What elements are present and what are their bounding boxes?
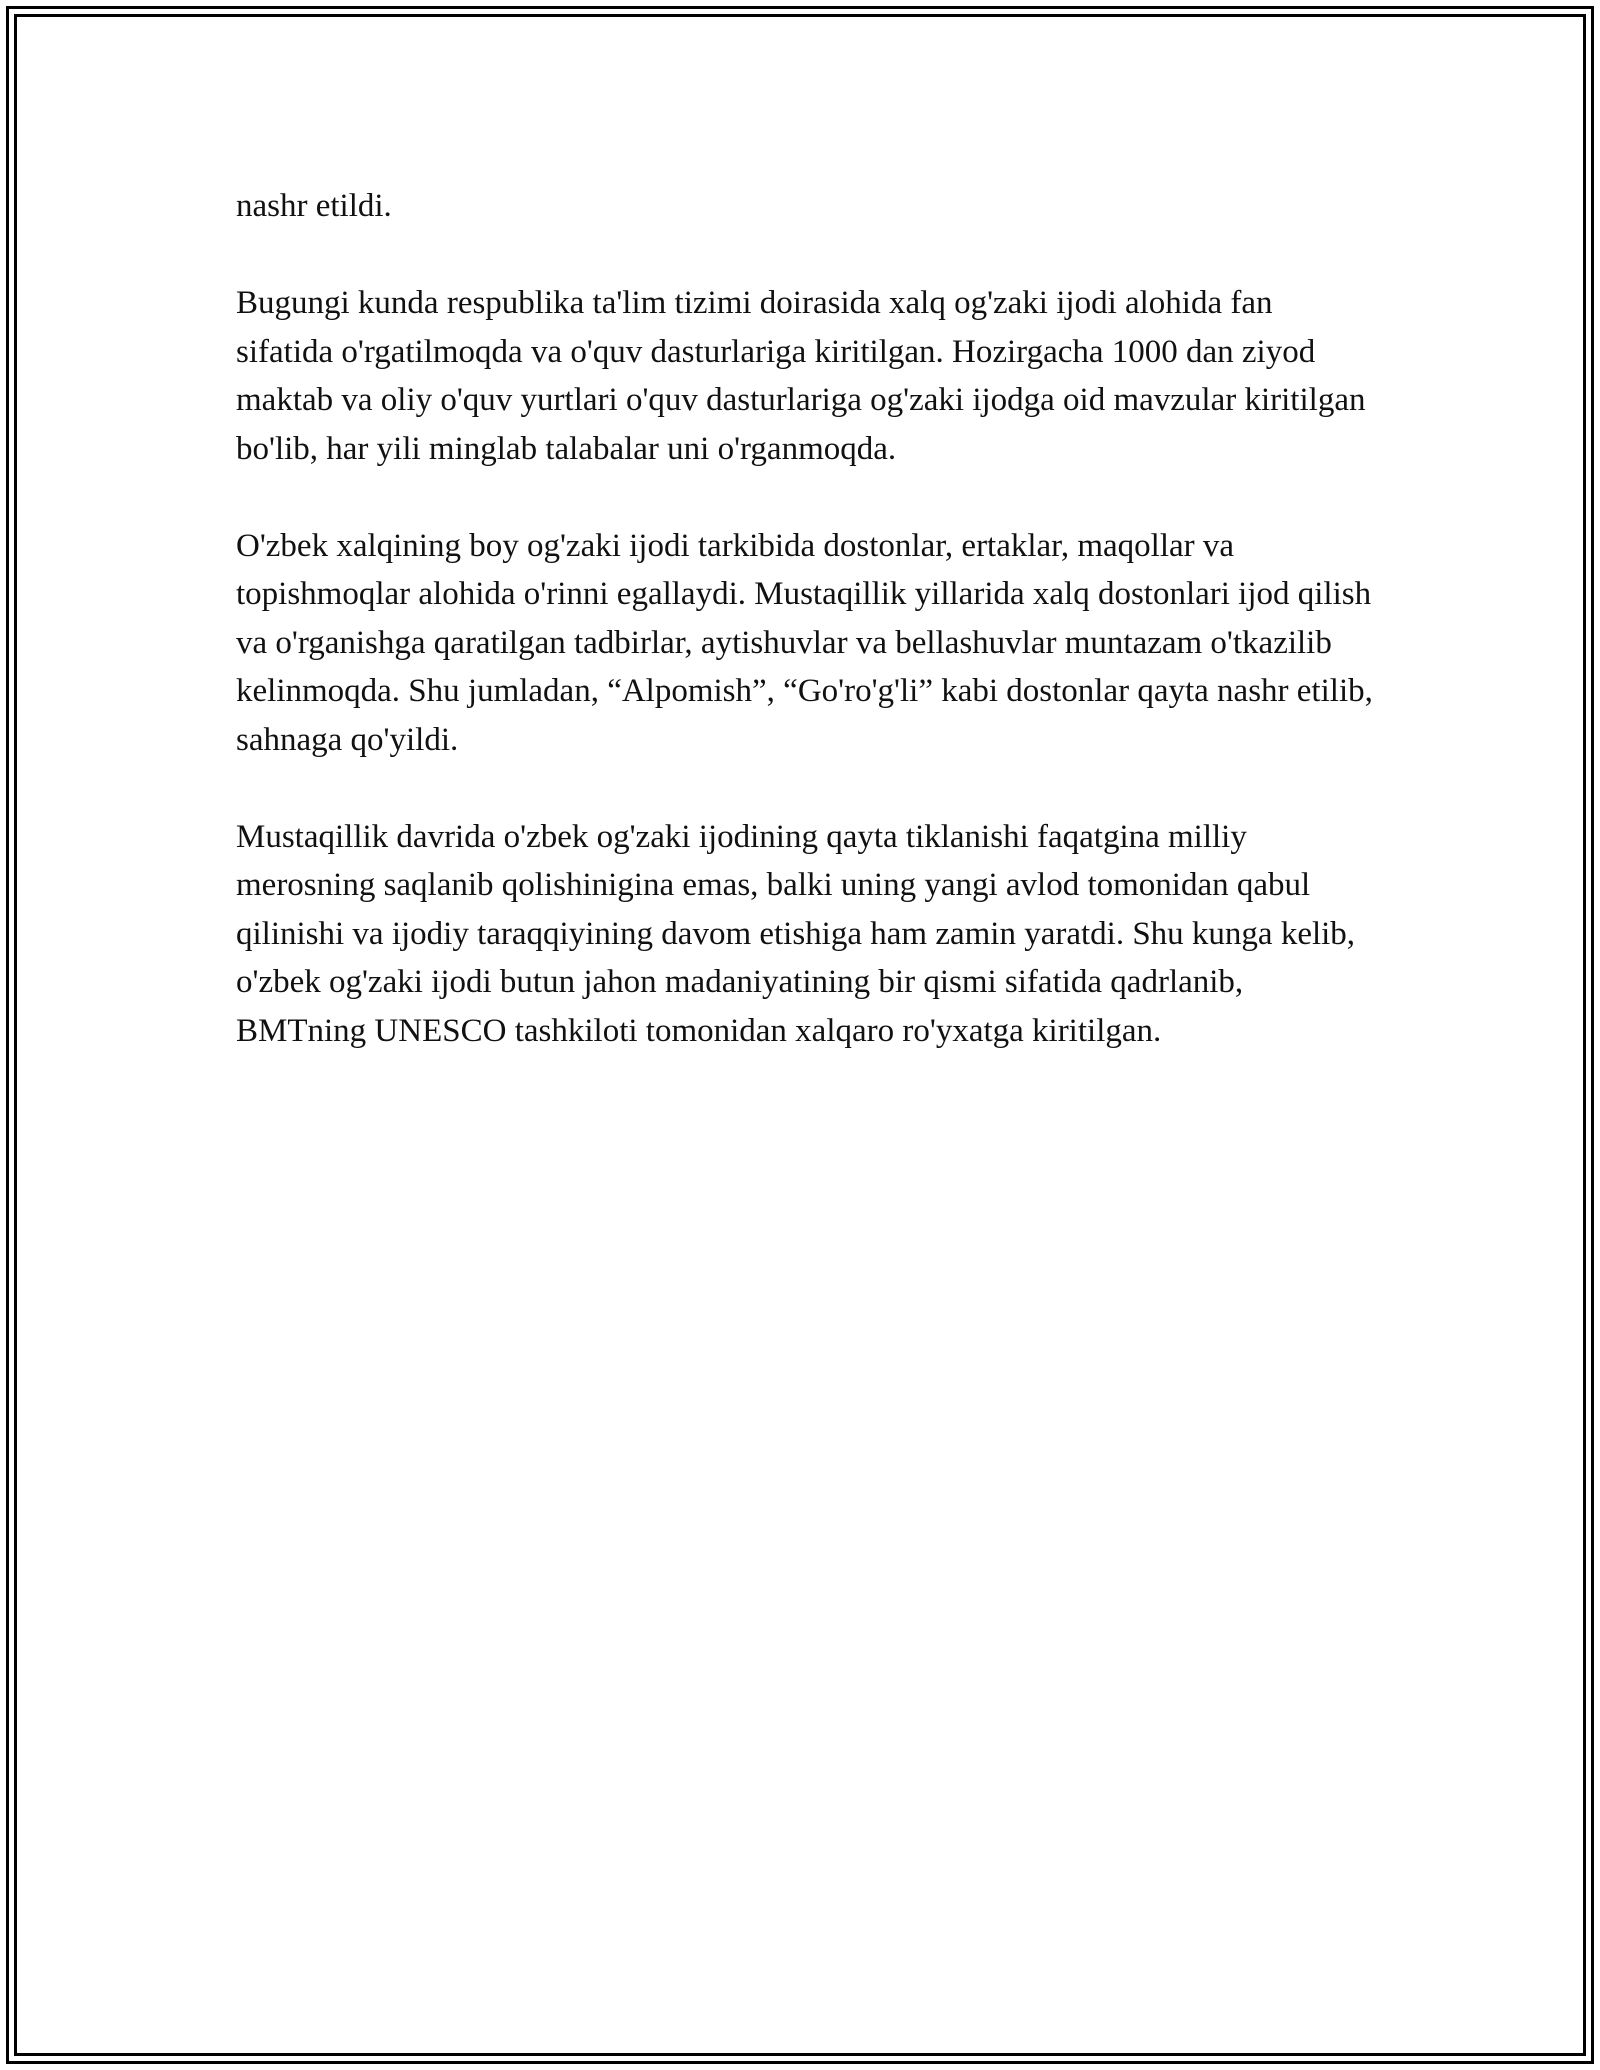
paragraph-1: nashr etildi. <box>236 188 392 224</box>
paragraph-2: Bugungi kunda respublika ta'lim tizimi doirasida xalq og'zaki ijodi alohida fan sifatida o'rgatilmoqda va o'quv dasturlariga kiritilgan. Hozirgacha 1000 dan ziyod maktab va oliy o'quv yurtlari o'quv dasturlariga og'zaki ijodga oid mavzular kiritilgan bo'lib, har yili minglab talabalar uni o'rganmoqda. <box>236 285 1366 467</box>
paragraph-4: Mustaqillik davrida o'zbek og'zaki ijodining qayta tiklanishi faqatgina milliy merosning saqlanib qolishinigina emas, balki uning yangi avlod tomonidan qabul qilinishi va ijodiy taraqqiyining davom etishiga ham zamin yaratdi. Shu kunga kelib, o'zbek og'zaki ijodi butun jahon madaniyatining bir qismi sifatida qadrlanib, BMTning UNESCO tashkiloti tomonidan xalqaro ro'yxatga kiritilgan. <box>236 818 1356 1049</box>
document-body <box>236 182 1376 1104</box>
paragraph-3: O'zbek xalqining boy og'zaki ijodi tarkibida dostonlar, ertaklar, maqollar va topishmoqlar alohida o'rinni egallaydi. Mustaqillik yillarida xalq dostonlari ijod qilish va o'rganishga qaratilgan tadbirlar, aytishuvlar va bellashuvlar muntazam o'tkazilib kelinmoqda. Shu jumladan, “Alpomish”, “Go'ro'g'li” kabi dostonlar qayta nashr etilib, sahnaga qo'yildi. <box>236 527 1373 758</box>
